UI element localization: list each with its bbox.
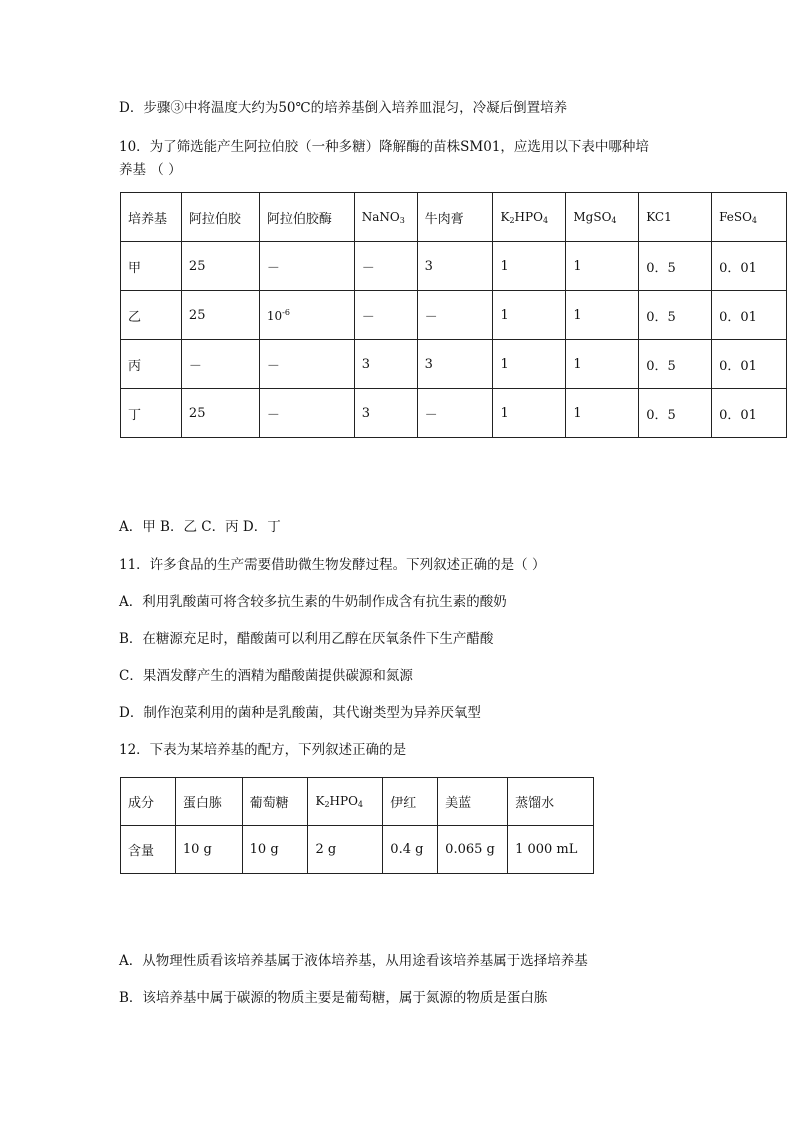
cell: 2 g [308,826,383,874]
cell: － [259,389,354,438]
table-row [121,826,594,874]
q11-option-c: C．果酒发酵产生的酒精为醋酸菌提供碳源和氮源 [119,668,413,684]
header-methylene-blue: 美蓝 [438,778,508,826]
cell: 1 [566,242,639,291]
cell: 10 g [175,826,242,874]
cell: 0.065 g [438,826,508,874]
header-k2hpo4: $K_2HPO_4$ [308,778,383,826]
header-component: 成分 [121,778,176,826]
q10-stem-line1: 10．为了筛选能产生阿拉伯胶（一种多糖）降解酶的苗株SM01，应选用以下表中哪种培 [119,139,649,155]
header-beef-extract: 牛肉膏 [417,193,493,242]
cell: 25 [181,389,259,438]
header-mgso4: MgSO$_4$ [566,193,639,242]
cell: 1 [566,291,639,340]
header-nano3: NaNO$_3$ [354,193,417,242]
cell: 0．01 [712,291,787,340]
cell: 0．01 [712,340,787,389]
cell: 0．5 [639,340,712,389]
cell: － [417,389,493,438]
q12-option-a: A．从物理性质看该培养基属于液体培养基，从用途看该培养基属于选择培养基 [119,953,588,969]
header-eosin: 伊红 [383,778,438,826]
cell: 0．01 [712,242,787,291]
table-header-row [121,193,787,242]
row-name: 乙 [121,291,182,340]
cell: － [259,340,354,389]
header-k2hpo4: $K_2HPO_4$ [493,193,566,242]
q12-recipe-table [120,777,594,874]
q9-option-d: D．步骤③中将温度大约为50℃的培养基倒入培养皿混匀，冷凝后倒置培养 [119,100,568,116]
q11-option-b: B．在糖源充足时，醋酸菌可以利用乙醇在厌氧条件下生产醋酸 [119,631,494,647]
cell: 1 [493,340,566,389]
header-medium: 培养基 [121,193,182,242]
cell: 1 [493,389,566,438]
cell: 1 [566,389,639,438]
cell: 3 [417,242,493,291]
cell: 1 000 mL [508,826,594,874]
q12-option-b: B．该培养基中属于碳源的物质主要是葡萄糖，属于氮源的物质是蛋白胨 [119,990,548,1006]
header-peptone: 蛋白胨 [175,778,242,826]
cell: － [417,291,493,340]
cell: 0．01 [712,389,787,438]
q10-medium-table [120,192,787,438]
table-row [121,340,787,389]
row-name: 丙 [121,340,182,389]
header-distilled-water: 蒸馏水 [508,778,594,826]
cell: － [354,291,417,340]
cell: － [181,340,259,389]
row-name: 含量 [121,826,176,874]
cell: 0．5 [639,389,712,438]
q11-option-d: D．制作泡菜利用的菌种是乳酸菌，其代谢类型为异养厌氧型 [119,705,481,721]
q10-stem-line2: 养基 （ ） [119,162,182,178]
q12-stem: 12．下表为某培养基的配方，下列叙述正确的是 [119,742,407,758]
q11-option-a: A．利用乳酸菌可将含较多抗生素的牛奶制作成含有抗生素的酸奶 [119,594,507,610]
cell: － [354,242,417,291]
table-row [121,389,787,438]
cell: 3 [354,340,417,389]
cell: 1 [493,242,566,291]
cell: 1 [566,340,639,389]
cell: － [259,242,354,291]
cell: 0．5 [639,242,712,291]
cell: 1 [493,291,566,340]
table-row [121,291,787,340]
header-glucose: 葡萄糖 [242,778,308,826]
cell: 25 [181,291,259,340]
header-arabic-gum: 阿拉伯胶 [181,193,259,242]
row-name: 甲 [121,242,182,291]
row-name: 丁 [121,389,182,438]
header-arabic-gum-enzyme: 阿拉伯胶酶 [259,193,354,242]
cell: 0.4 g [383,826,438,874]
cell: 0．5 [639,291,712,340]
table-row [121,242,787,291]
cell: 10 g [242,826,308,874]
cell: 25 [181,242,259,291]
header-kcl: KC1 [639,193,712,242]
cell: 3 [354,389,417,438]
q11-stem: 11．许多食品的生产需要借助微生物发酵过程。下列叙述正确的是（ ） [119,557,546,573]
q10-options: A．甲 B．乙 C．丙 D．丁 [119,519,281,535]
table-header-row [121,778,594,826]
cell: 3 [417,340,493,389]
cell: $10^{-6}$ [259,291,354,340]
header-feso4: FeSO$_4$ [712,193,787,242]
